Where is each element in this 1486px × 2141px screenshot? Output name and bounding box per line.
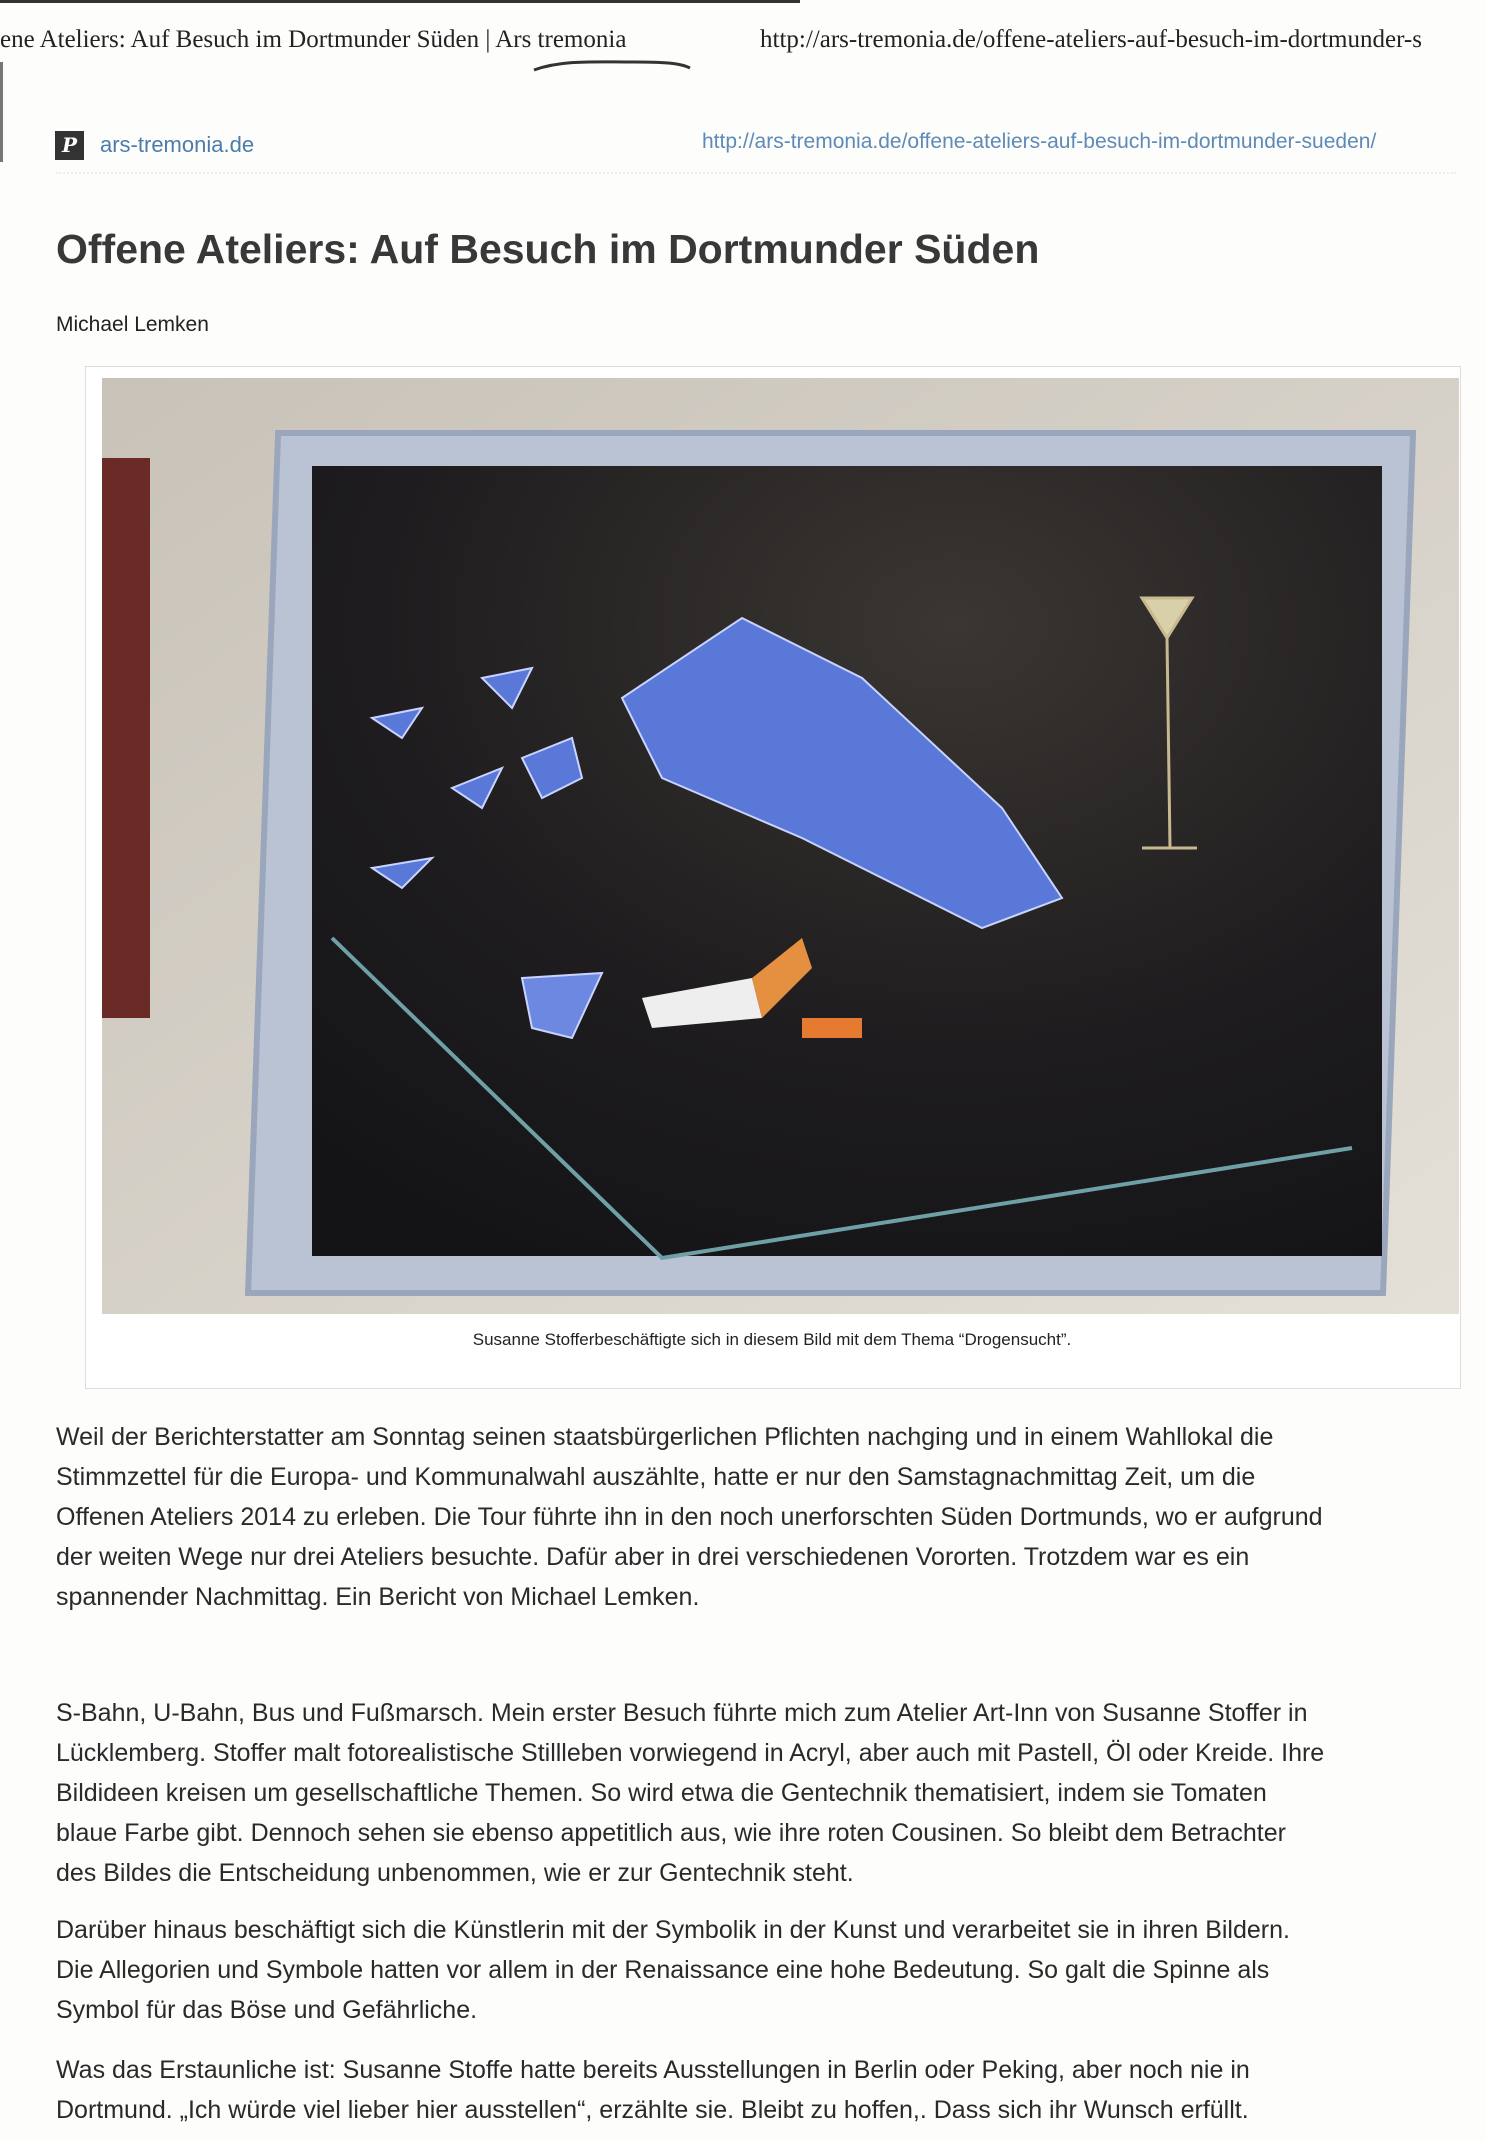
paragraph-line: Bildideen kreisen um gesellschaftliche Themen. So wird etwa die Gentechnik thematisiert, indem sie Tomaten bbox=[56, 1779, 1267, 1807]
paragraph-line: spannender Nachmittag. Ein Bericht von Michael Lemken. bbox=[56, 1583, 700, 1611]
paragraph-line: der weiten Wege nur drei Ateliers besuchte. Dafür aber in drei verschiedenen Vororten. Trotzdem war es ein bbox=[56, 1543, 1250, 1571]
paragraph-line: Offenen Ateliers 2014 zu erleben. Die Tour führte ihn in den noch unerforschten Süden Dortmunds, wo er aufgrund bbox=[56, 1503, 1323, 1531]
paragraph-line: Stimmzettel für die Europa- und Kommunalwahl auszählte, hatte er nur den Samstagnachmittag Zeit, um die bbox=[56, 1463, 1256, 1491]
paragraph-line: des Bildes die Entscheidung unbenommen, wie er zur Gentechnik steht. bbox=[56, 1859, 854, 1887]
divider bbox=[56, 172, 1456, 174]
article-author[interactable]: Michael Lemken bbox=[56, 313, 209, 336]
paragraph-line: S-Bahn, U-Bahn, Bus und Fußmarsch. Mein erster Besuch führte mich zum Atelier Art-Inn von Susanne Stoffer in bbox=[56, 1699, 1308, 1727]
paragraph-line: Lücklemberg. Stoffer malt fotorealistische Stillleben vorwiegend in Acryl, aber auch mit Pastell, Öl oder Kreide. Ihre bbox=[56, 1739, 1325, 1767]
paragraph-line: Dortmund. „Ich würde viel lieber hier ausstellen“, erzählte sie. Bleibt zu hoffen,. Dass sich ihr Wunsch erfüllt. bbox=[56, 2096, 1249, 2124]
top-rule bbox=[0, 0, 800, 3]
paragraph-line: Was das Erstaunliche ist: Susanne Stoffe hatte bereits Ausstellungen in Berlin oder Peking, aber noch nie in bbox=[56, 2056, 1250, 2084]
painting-photo bbox=[102, 378, 1459, 1314]
paragraph-line: Die Allegorien und Symbole hatten vor allem in der Renaissance eine hohe Bedeutung. So galt die Spinne als bbox=[56, 1956, 1270, 1984]
paragraph-line: Weil der Berichterstatter am Sonntag seinen staatsbürgerlichen Pflichten nachging und in einem Wahllokal die bbox=[56, 1423, 1274, 1451]
paragraph-line: blaue Farbe gibt. Dennoch sehen sie ebenso appetitlich aus, wie ihre roten Cousinen. So bleibt dem Betrachter bbox=[56, 1819, 1286, 1847]
article-url-link[interactable]: http://ars-tremonia.de/offene-ateliers-auf-besuch-im-dortmunder-sueden/ bbox=[702, 130, 1377, 153]
article-paragraph bbox=[56, 1693, 1324, 1893]
print-header-url: http://ars-tremonia.de/offene-ateliers-auf-besuch-im-dortmunder-s bbox=[760, 26, 1422, 53]
pen-underline-mark bbox=[532, 58, 692, 74]
paragraph-line: Darüber hinaus beschäftigt sich die Künstlerin mit der Symbolik in der Kunst und verarbeitet sie in ihren Bildern. bbox=[56, 1916, 1290, 1944]
figure-caption: Susanne Stofferbeschäftigte sich in diesem Bild mit dem Thema “Drogensucht”. bbox=[472, 1330, 1072, 1349]
site-name-link[interactable]: ars-tremonia.de bbox=[100, 132, 255, 157]
paragraph-line: Symbol für das Böse und Gefährliche. bbox=[56, 1996, 478, 2024]
print-header-title: ene Ateliers: Auf Besuch im Dortmunder Süden | Ars tremonia bbox=[0, 26, 627, 53]
article-paragraph bbox=[56, 1417, 1323, 1617]
scan-edge bbox=[0, 62, 3, 162]
article-title: Offene Ateliers: Auf Besuch im Dortmunder Süden bbox=[56, 226, 1040, 272]
article-paragraph bbox=[56, 1910, 1290, 2030]
site-logo-icon: P bbox=[55, 131, 84, 160]
article-paragraph bbox=[56, 2050, 1250, 2130]
